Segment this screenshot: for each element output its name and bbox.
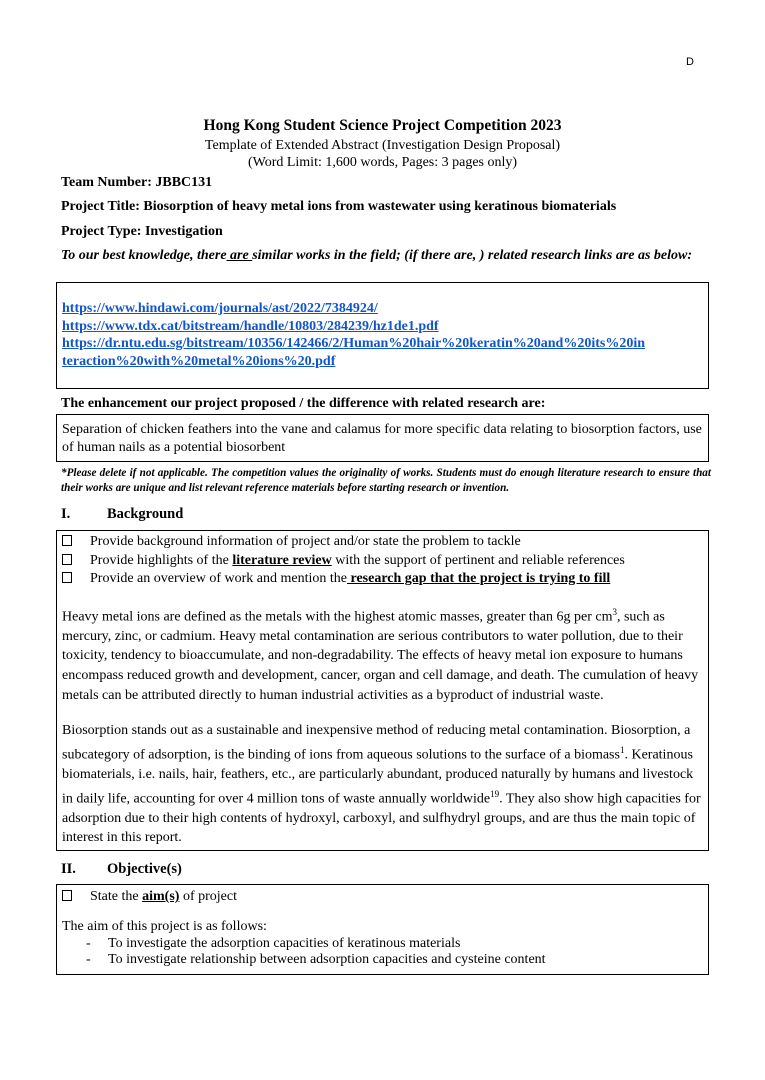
checkbox-icon[interactable] (62, 535, 72, 546)
enhancement-box (56, 414, 709, 462)
knowledge-statement (61, 247, 711, 264)
section-number: I. (61, 506, 71, 522)
related-research-links-box (56, 282, 709, 389)
citation-superscript: 1 (619, 744, 625, 755)
bullet-dash: - (86, 935, 91, 951)
page-corner-letter: D (686, 56, 694, 68)
paragraph-text: . Keratinous biomaterials, i.e. nails, hair, feathers, etc., are particularly abundant, produced naturally by humans and livestock in daily life, accounting for over 4 million tons of waste annually worldwide (62, 747, 694, 807)
checklist-text: of project (179, 889, 237, 904)
checklist-text: Provide an overview of work and mention the (90, 571, 347, 586)
originality-note: *Please delete if not applicable. The competition values the originality of works. Students must do enough literature research to ensure that their works are unique and list relevant reference materials before starting research or invention. (61, 467, 711, 494)
checkbox-icon[interactable] (62, 890, 72, 901)
document-subtitle (0, 137, 765, 171)
aim-text: To investigate relationship between adsorption capacities and cysteine content (108, 952, 546, 967)
checklist-text: State the (90, 889, 143, 904)
research-link-ntu-line2[interactable]: teraction%20with%20metal%20ions%20.pdf (62, 353, 336, 369)
paragraph-text: Biosorption stands out as a sustainable and inexpensive method of reducing metal contamination. Biosorption, a subcategory of adsorption, is the binding of ions from aqueous solutions to the surface of a biomass (62, 723, 691, 763)
word-limit-note: (Word Limit: 1,600 words, Pages: 3 pages only) (247, 155, 518, 170)
aim-intro: The aim of this project is as follows: (62, 918, 267, 934)
section-label: Objective(s) (107, 861, 182, 877)
research-link-hindawi[interactable]: https://www.hindawi.com/journals/ast/2022/7384924/ (62, 301, 378, 316)
background-paragraph-2 (62, 721, 703, 848)
project-type: Project Type: Investigation (61, 224, 223, 239)
checklist-text: with the support of pertinent and reliable references (331, 552, 625, 568)
objectives-box (56, 884, 709, 975)
checklist-emphasis: literature review (232, 552, 332, 568)
project-title: Project Title: Biosorption of heavy metal ions from wastewater using keratinous biomaterials (61, 199, 617, 214)
section-label: Background (107, 506, 184, 522)
checklist-item (62, 570, 703, 589)
checkbox-icon[interactable] (62, 554, 72, 565)
background-box (56, 530, 709, 851)
list-item (62, 936, 703, 953)
background-paragraph-1 (62, 603, 703, 706)
research-link-ntu-line1[interactable]: https://dr.ntu.edu.sg/bitstream/10356/142466/2/Human%20hair%20keratin%20and%20its%20in (62, 336, 646, 351)
enhancement-text: Separation of chicken feathers into the vane and calamus for more specific data relating to biosorption factors, use of human nails as a potential biosorbent (62, 422, 702, 455)
aim-list (62, 936, 703, 969)
list-item (62, 952, 703, 969)
paragraph-text: Heavy metal ions are defined as the metals with the highest atomic masses, greater than 6g per cm (62, 609, 613, 625)
bullet-dash: - (86, 952, 91, 967)
checklist-text: Provide background information of project and/or state the problem to tackle (90, 534, 521, 549)
research-link-tdx[interactable]: https://www.tdx.cat/bitstream/handle/10803/284239/hz1de1.pdf (62, 318, 439, 334)
checklist-text: Provide highlights of the (90, 552, 233, 568)
citation-superscript: 19 (490, 788, 500, 799)
superscript: 3 (612, 606, 617, 617)
team-number: Team Number: JBBC131 (61, 175, 213, 190)
paragraph-text: , such as mercury, zinc, or cadmium. Heavy metal contamination are serious contributors to water pollution, due to their toxicity, tendency to bioaccumulate, and non-degradability. The effects of heavy metal ion exposure to humans encompass reduced growth and development, cancer, organ and cell damage, and death. The cumulation of heavy metals can be attributed directly to human industrial activities as a byproduct of industrial waste. (62, 609, 699, 703)
checklist-item (62, 533, 703, 552)
aim-text: To investigate the adsorption capacities of keratinous materials (108, 935, 461, 951)
checklist-emphasis: research gap that the project is trying to fill (347, 571, 611, 586)
checklist-item (62, 888, 703, 907)
checkbox-icon[interactable] (62, 572, 72, 583)
knowledge-statement-end: similar works in the field; (if there are, ) related research links are as below: (252, 248, 693, 263)
document-title: Hong Kong Student Science Project Competition 2023 (203, 117, 562, 134)
checklist-item (62, 552, 703, 571)
checklist-emphasis: aim(s) (142, 889, 180, 904)
paragraph-text: . They also show high capacities for adsorption due to their high contents of hydroxyl, carboxyl, and sulfhydryl groups, and are thus the main topic of interest in this report. (62, 791, 701, 846)
enhancement-label: The enhancement our project proposed / the difference with related research are: (61, 396, 546, 411)
template-subtitle: Template of Extended Abstract (Investigation Design Proposal) (204, 138, 561, 153)
knowledge-statement-underlined: are (226, 248, 253, 263)
section-heading-objectives (61, 861, 361, 881)
section-number: II. (61, 861, 76, 877)
section-heading-background (61, 506, 361, 526)
knowledge-statement-start: To our best knowledge, there (61, 248, 227, 263)
